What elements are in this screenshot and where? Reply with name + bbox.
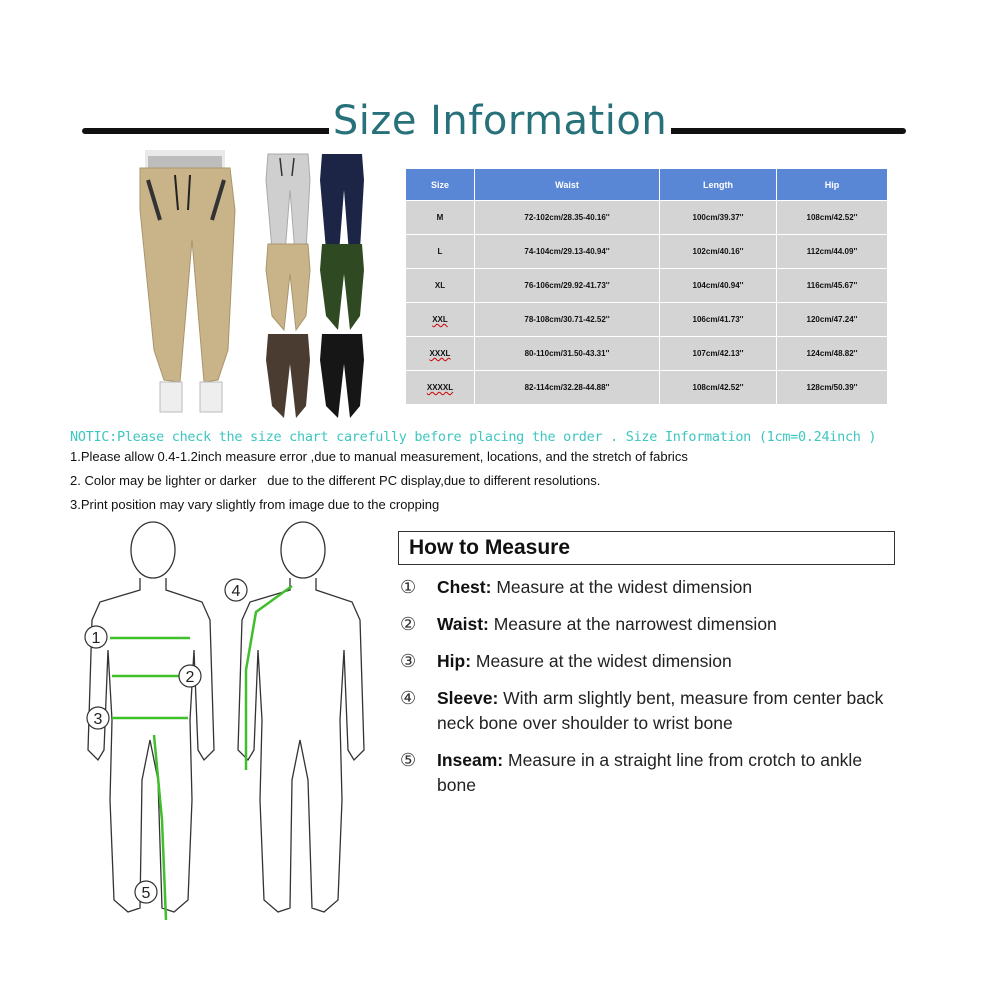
item-text: With arm slightly bent, measure from center back neck bone over shoulder to wrist bone xyxy=(437,688,884,733)
product-photo-coffee xyxy=(266,334,310,418)
item-label: Waist: xyxy=(437,614,489,634)
hip-cell: 112cm/44.09'' xyxy=(777,235,888,269)
item-label: Chest: xyxy=(437,577,492,597)
table-row xyxy=(406,337,888,371)
size-table xyxy=(405,168,888,405)
header-length: Length xyxy=(660,169,777,201)
hip-cell: 116cm/45.67'' xyxy=(777,269,888,303)
item-text: Measure in a straight line from crotch to ankle bone xyxy=(437,750,863,795)
header-waist: Waist xyxy=(475,169,660,201)
waist-cell: 72-102cm/28.35-40.16'' xyxy=(475,201,660,235)
hip-cell: 128cm/50.39'' xyxy=(777,371,888,405)
note-3: 3.Print position may vary slightly from image due to the cropping xyxy=(70,497,440,512)
measure-list xyxy=(398,575,898,810)
size-cell: XXL xyxy=(406,303,475,337)
measurement-figures xyxy=(70,520,390,940)
list-item xyxy=(398,612,898,637)
item-text: Measure at the widest dimension xyxy=(491,577,753,597)
item-number: ① xyxy=(400,577,417,597)
item-label: Hip: xyxy=(437,651,472,671)
table-row xyxy=(406,201,888,235)
size-cell: XXXL xyxy=(406,337,475,371)
back-body-outline xyxy=(238,522,364,912)
figure-marker-5: 5 xyxy=(141,885,151,902)
how-to-measure-title: How to Measure xyxy=(409,536,571,559)
product-photo-khaki-small xyxy=(266,244,310,330)
item-number: ③ xyxy=(400,651,417,671)
figure-marker-1: 1 xyxy=(91,630,101,647)
list-item xyxy=(398,649,898,674)
table-row xyxy=(406,269,888,303)
length-cell: 108cm/42.52'' xyxy=(660,371,777,405)
item-text: Measure at the widest dimension xyxy=(471,651,732,671)
size-cell: L xyxy=(406,235,475,269)
product-photo-black xyxy=(320,334,364,418)
length-cell: 106cm/41.73'' xyxy=(660,303,777,337)
product-photos xyxy=(100,150,372,422)
size-cell: XL xyxy=(406,269,475,303)
waist-cell: 76-106cm/29.92-41.73'' xyxy=(475,269,660,303)
figure-marker-3: 3 xyxy=(93,711,103,728)
waist-cell: 80-110cm/31.50-43.31'' xyxy=(475,337,660,371)
table-row xyxy=(406,371,888,405)
list-item xyxy=(398,686,898,736)
sleeve-line xyxy=(246,586,292,770)
item-label: Inseam: xyxy=(437,750,504,770)
item-label: Sleeve: xyxy=(437,688,499,708)
list-item xyxy=(398,575,898,600)
product-photo-khaki-large xyxy=(140,150,235,412)
hip-cell: 108cm/42.52'' xyxy=(777,201,888,235)
table-row xyxy=(406,235,888,269)
length-cell: 104cm/40.94'' xyxy=(660,269,777,303)
size-cell: M xyxy=(406,201,475,235)
how-to-measure-box xyxy=(398,531,895,565)
waist-cell: 78-108cm/30.71-42.52'' xyxy=(475,303,660,337)
item-number: ⑤ xyxy=(400,750,417,770)
figure-marker-2: 2 xyxy=(185,669,195,686)
note-1: 1.Please allow 0.4-1.2inch measure error ,due to manual measurement, locations, and the stretch of fabrics xyxy=(70,449,688,464)
note-2: 2. Color may be lighter or darker due to the different PC display,due to different resolutions. xyxy=(70,473,601,488)
item-number: ④ xyxy=(400,688,417,708)
length-cell: 107cm/42.13'' xyxy=(660,337,777,371)
item-number: ② xyxy=(400,614,417,634)
length-cell: 100cm/39.37'' xyxy=(660,201,777,235)
table-header-row xyxy=(406,169,888,201)
length-cell: 102cm/40.16'' xyxy=(660,235,777,269)
waist-cell: 74-104cm/29.13-40.94'' xyxy=(475,235,660,269)
header-hip: Hip xyxy=(777,169,888,201)
hip-cell: 120cm/47.24'' xyxy=(777,303,888,337)
list-item xyxy=(398,748,898,798)
item-text: Measure at the narrowest dimension xyxy=(488,614,777,634)
page-title: Size Information xyxy=(0,98,1000,144)
product-photo-army-green xyxy=(320,244,364,330)
size-notice: NOTIC:Please check the size chart carefully before placing the order . Size Information (1cm=0.24inch ) xyxy=(70,429,877,445)
figure-marker-4: 4 xyxy=(231,583,241,600)
waist-cell: 82-114cm/32.28-44.88'' xyxy=(475,371,660,405)
table-row xyxy=(406,303,888,337)
hip-cell: 124cm/48.82'' xyxy=(777,337,888,371)
size-cell: XXXXL xyxy=(406,371,475,405)
header-size: Size xyxy=(406,169,475,201)
